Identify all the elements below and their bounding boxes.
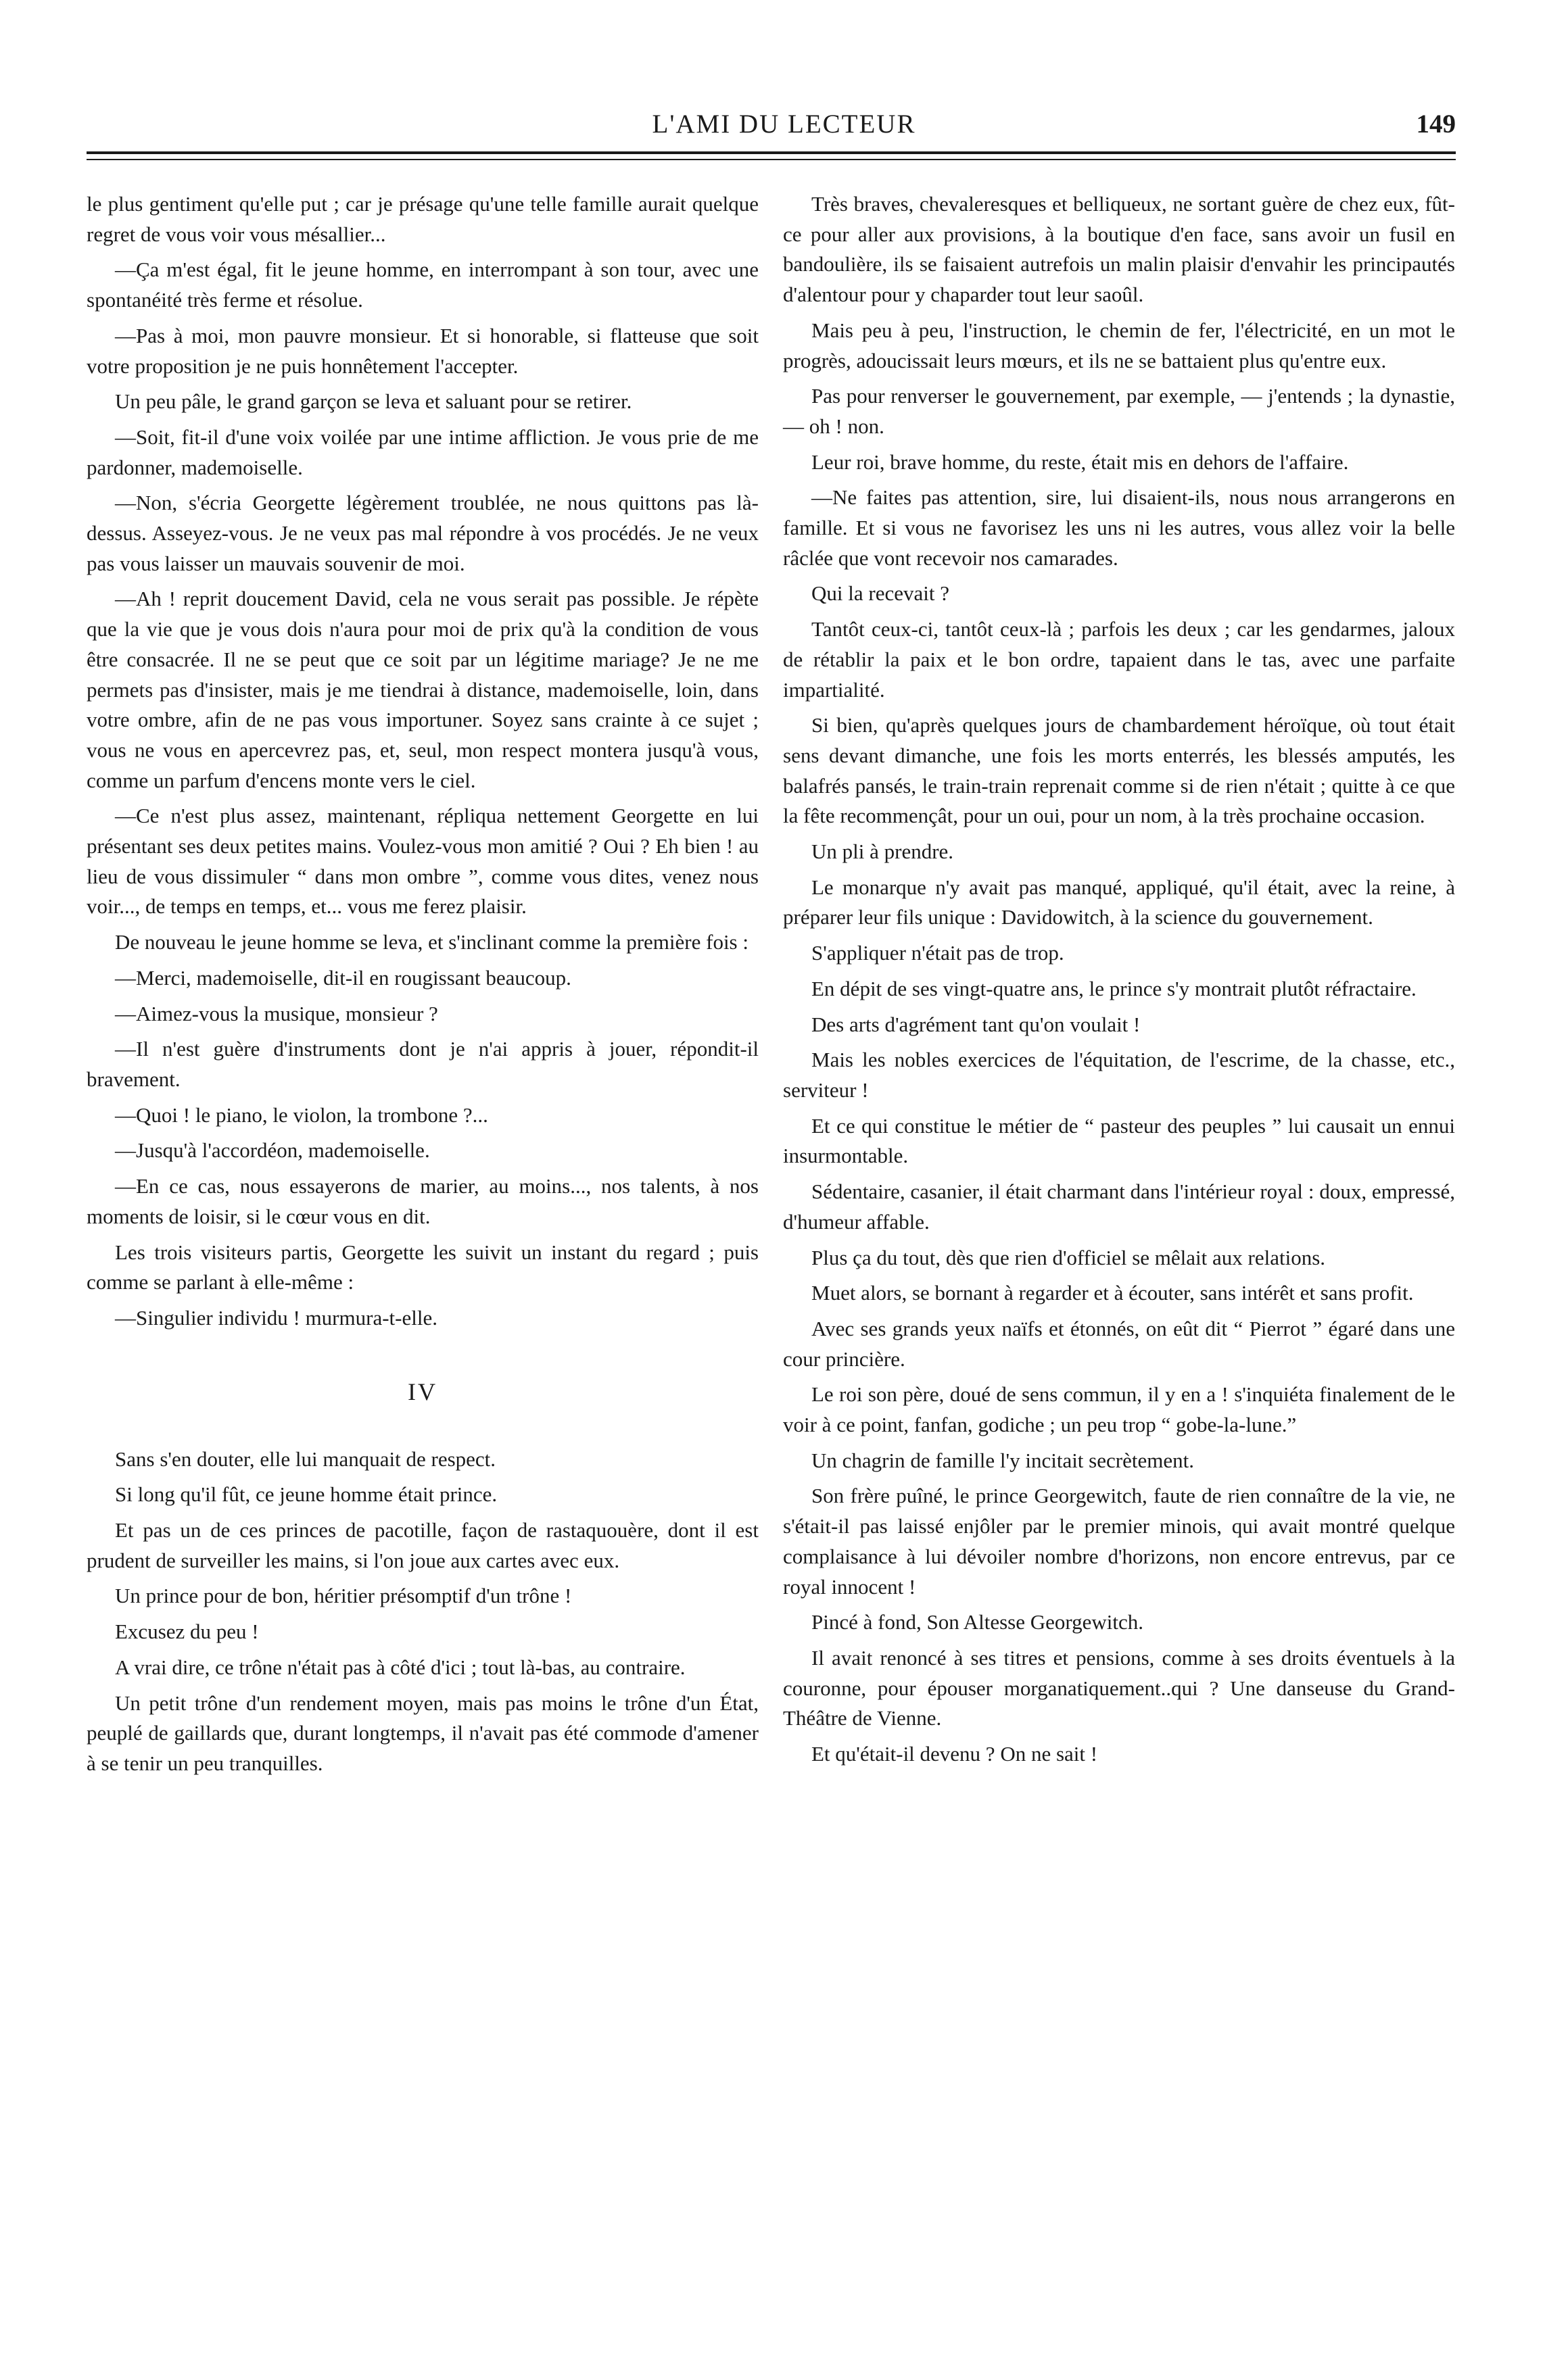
paragraph: —Singulier individu ! murmura-t-elle. [115,1305,437,1330]
paragraph: A vrai dire, ce trône n'était pas à côté d'ici ; tout là-bas, au contraire. [115,1655,686,1679]
paragraph: le plus gentiment qu'elle put ; car je présage qu'une telle famille aurait quelque regret de vous voir vous mésallier... [87,192,759,246]
paragraph: S'appliquer n'était pas de trop. [811,941,1064,965]
paragraph: Un pli à prendre. [811,840,954,864]
paragraph: Plus ça du tout, dès que rien d'officiel se mêlait aux relations. [811,1245,1326,1269]
paragraph: —Quoi ! le piano, le violon, la trombone ?... [115,1102,488,1127]
paragraph: Un petit trône d'un rendement moyen, mais pas moins le trône d'un État, peuplé de gaillards que, durant longtemps, il n'avait pas été commode d'amener à se tenir un peu tranquilles. [87,1691,759,1775]
paragraph: —Non, s'écria Georgette légèrement troublée, ne nous quittons pas là-dessus. Asseyez-vous. Je ne veux pas mal répondre à vos procédés. Je ne veux pas vous laisser un mauvais souvenir de moi. [87,491,759,575]
paragraph: Tantôt ceux-ci, tantôt ceux-là ; parfois les deux ; car les gendarmes, jaloux de rétablir la paix et le bon ordre, tapaient dans le tas, avec une parfaite impartialité. [783,617,1455,702]
paragraph: —Jusqu'à l'accordéon, mademoiselle. [115,1138,430,1163]
paragraph: Muet alors, se bornant à regarder et à écouter, sans intérêt et sans profit. [811,1281,1414,1305]
page-number: 149 [1416,110,1456,139]
paragraph: Qui la recevait ? [811,581,949,606]
paragraph: Le roi son père, doué de sens commun, il y en a ! s'inquiéta finalement de le voir à ce point, fanfan, godiche ; un peu trop “ gobe-la-lune.” [783,1382,1455,1437]
paragraph: Si bien, qu'après quelques jours de chambardement héroïque, où tout était sens devant dimanche, une fois les morts enterrés, les blessés amputés, les balafrés pansés, le train-train reprenait comme si de rien n'était ; quitte à ce que la fête recommençât, pour un oui, pour un nom, à la très prochaine occasion. [783,713,1455,828]
paragraph: Leur roi, brave homme, du reste, était mis en dehors de l'affaire. [811,450,1349,474]
right-column [783,189,1455,1775]
paragraph: Très braves, chevaleresques et belliqueux, ne sortant guère de chez eux, fût-ce pour aller aux provisions, à la boutique d'en face, sans avoir un fusil en bandoulière, ils se faisaient autrefois un malin plaisir d'envahir les principautés d'alentour pour y chaparder tout leur saoûl. [783,192,1455,307]
paragraph: —Pas à moi, mon pauvre monsieur. Et si honorable, si flatteuse que soit votre proposition je ne puis honnêtement l'accepter. [87,323,759,378]
paragraph: Sans s'en douter, elle lui manquait de respect. [115,1447,496,1471]
paragraph: Et qu'était-il devenu ? On ne sait ! [811,1742,1098,1766]
paragraph: —Ce n'est plus assez, maintenant, répliqua nettement Georgette en lui présentant ses deux petites mains. Voulez-vous mon amitié ? Oui ? Eh bien ! au lieu de vous dissimuler “ dans mon ombre ”, comme vous dites, venez nous voir..., de temps en temps, et... vous me ferez plaisir. [87,804,759,919]
header-rule-thin [87,159,1456,160]
paragraph: Il avait renoncé à ses titres et pensions, comme à ses droits éventuels à la couronne, pour épouser morganatiquement..qui ? Une danseuse du Grand-Théâtre de Vienne. [783,1645,1455,1730]
paragraph: Mais peu à peu, l'instruction, le chemin de fer, l'électricité, en un mot le progrès, adoucissait leurs mœurs, et ils ne se battaient plus qu'entre eux. [783,318,1455,372]
running-title: L'AMI DU LECTEUR [652,110,916,139]
paragraph: Les trois visiteurs partis, Georgette les suivit un instant du regard ; puis comme se parlant à elle-même : [87,1240,759,1294]
paragraph: Sédentaire, casanier, il était charmant dans l'intérieur royal : doux, empressé, d'humeur affable. [783,1180,1455,1234]
paragraph: Et pas un de ces princes de pacotille, façon de rastaquouère, dont il est prudent de surveiller les mains, si l'on joue aux cartes avec eux. [87,1518,759,1572]
paragraph: —Ça m'est égal, fit le jeune homme, en interrompant à son tour, avec une spontanéité très ferme et résolue. [87,258,759,312]
paragraph: —Merci, mademoiselle, dit-il en rougissant beaucoup. [115,965,571,990]
paragraph: Excusez du peu ! [115,1620,259,1644]
paragraph: —Ah ! reprit doucement David, cela ne vous serait pas possible. Je répète que la vie que je vous dois n'aura pour moi de prix qu'à la condition de vous être consacrée. Il ne se peut que ce soit par un légitime mariage? Je ne me permets pas d'insister, mais je me tiendrai à distance, mademoiselle, loin, dans votre ombre, afin de ne pas vous importuner. Soyez sans crainte à ce sujet ; vous ne vous en apercevrez pas, et, seul, mon respect montera jusqu'à vous, comme un parfum d'encens monte vers le ciel. [87,587,759,792]
paragraph: —En ce cas, nous essayerons de marier, au moins..., nos talents, à nos moments de loisir, si le cœur vous en dit. [87,1174,759,1228]
paragraph: Avec ses grands yeux naïfs et étonnés, on eût dit “ Pierrot ” égaré dans une cour princière. [783,1316,1455,1371]
paragraph: —Ne faites pas attention, sire, lui disaient-ils, nous nous arrangerons en famille. Et si vous ne favorisez les uns ni les autres, vous allez voir la belle râclée que vont recevoir nos camarades. [783,485,1455,570]
paragraph: Un peu pâle, le grand garçon se leva et saluant pour se retirer. [115,389,632,414]
paragraph: Des arts d'agrément tant qu'on voulait ! [811,1012,1141,1036]
paragraph: Un chagrin de famille l'y incitait secrètement. [811,1448,1194,1472]
paragraph: —Aimez-vous la musique, monsieur ? [115,1001,438,1025]
paragraph: Son frère puîné, le prince Georgewitch, faute de rien connaître de la vie, ne s'était-il pas laissé enjôler par le premier minois, qui avait montré quelque complaisance à lui dévoiler nombre d'horizons, non encore entrevus, par ce royal innocent ! [783,1484,1455,1599]
paragraph: Si long qu'il fût, ce jeune homme était prince. [115,1482,498,1507]
paragraph: En dépit de ses vingt-quatre ans, le prince s'y montrait plutôt réfractaire. [811,976,1417,1000]
header-rule-thick [87,151,1456,154]
section-heading: IV [408,1378,437,1405]
paragraph: —Il n'est guère d'instruments dont je n'ai appris à jouer, répondit-il bravement. [87,1037,759,1091]
paragraph: —Soit, fit-il d'une voix voilée par une intime affliction. Je vous prie de me pardonner, mademoiselle. [87,424,759,479]
paragraph: Un prince pour de bon, héritier présomptif d'un trône ! [115,1584,572,1608]
paragraph: De nouveau le jeune homme se leva, et s'inclinant comme la première fois : [115,930,749,954]
paragraph: Et ce qui constitue le métier de “ pasteur des peuples ” lui causait un ennui insurmontable. [783,1113,1455,1168]
paragraph: Pincé à fond, Son Altesse Georgewitch. [811,1610,1144,1634]
paragraph: Le monarque n'y avait pas manqué, appliqué, qu'il était, avec la reine, à préparer leur fils unique : Davidowitch, à la science du gouvernement. [783,875,1455,929]
left-column [87,189,759,1784]
paragraph: Mais les nobles exercices de l'équitation, de l'escrime, de la chasse, etc., serviteur ! [783,1048,1455,1102]
paragraph: Pas pour renverser le gouvernement, par exemple, — j'entends ; la dynastie, — oh ! non. [783,384,1455,438]
